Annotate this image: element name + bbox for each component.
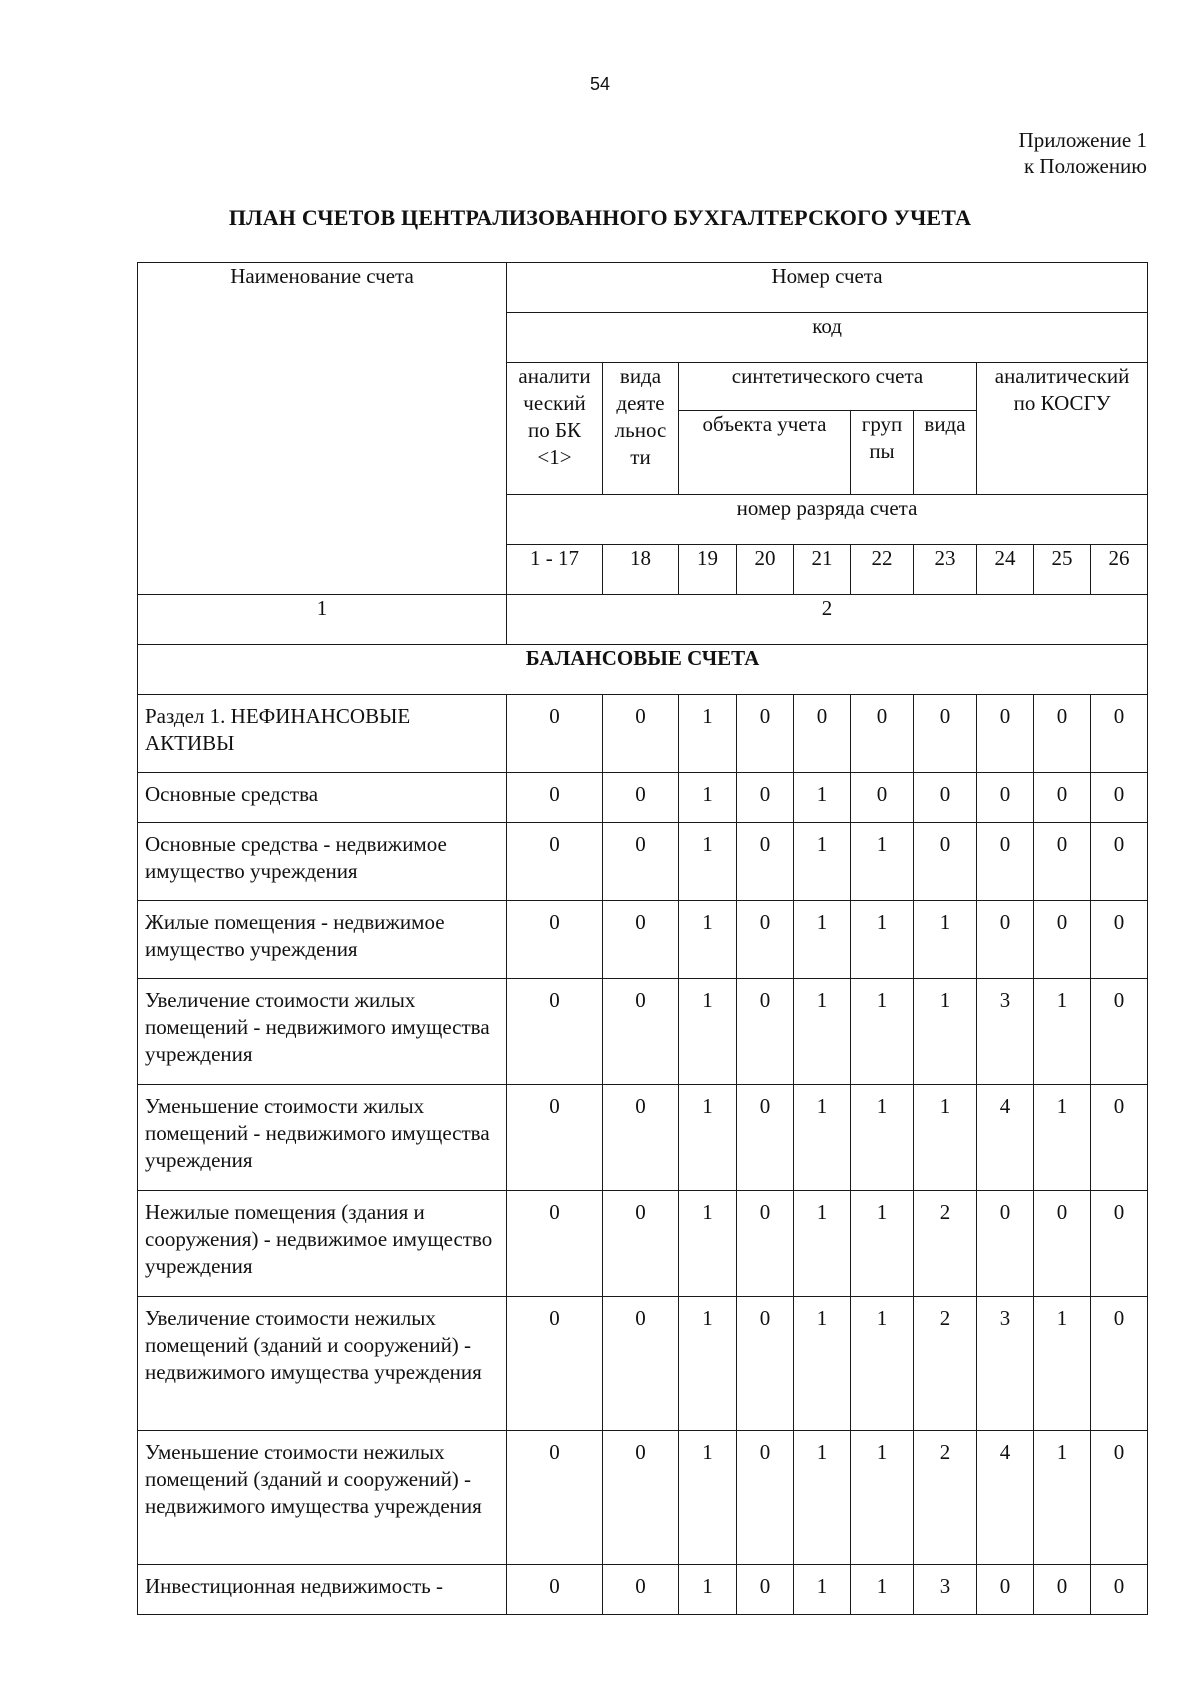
account-name-cell: Инвестиционная недвижимость - xyxy=(138,1565,507,1615)
digit-cell: 0 xyxy=(1034,1191,1091,1297)
digit-cell: 0 xyxy=(977,823,1034,901)
digit-header: 18 xyxy=(603,545,679,595)
digit-cell: 0 xyxy=(914,773,977,823)
digit-cell: 0 xyxy=(507,1297,603,1431)
appendix-line-2: к Положению xyxy=(1023,154,1147,178)
digit-cell: 1 xyxy=(1034,979,1091,1085)
digit-header: 19 xyxy=(679,545,737,595)
digit-cell: 0 xyxy=(737,773,794,823)
account-rows xyxy=(138,695,1148,1615)
digit-cell: 2 xyxy=(914,1297,977,1431)
digit-cell: 0 xyxy=(737,979,794,1085)
digit-cell: 1 xyxy=(679,901,737,979)
account-name-cell: Нежилые помещения (здания и сооружения) - недвижимое имущество учреждения xyxy=(138,1191,507,1297)
digit-cell: 1 xyxy=(1034,1085,1091,1191)
digit-cell: 4 xyxy=(977,1431,1034,1565)
digit-cell: 0 xyxy=(851,773,914,823)
digit-cell: 1 xyxy=(794,773,851,823)
digit-cell: 0 xyxy=(977,695,1034,773)
digit-cell: 0 xyxy=(603,1297,679,1431)
header-digit-number: номер разряда счета xyxy=(507,495,1148,545)
digit-cell: 0 xyxy=(603,823,679,901)
digit-cell: 0 xyxy=(1034,1565,1091,1615)
digit-cell: 0 xyxy=(507,1085,603,1191)
header-synthetic: синтетического счета xyxy=(679,363,977,411)
digit-cell: 0 xyxy=(737,1431,794,1565)
digit-cell: 1 xyxy=(794,901,851,979)
table-row xyxy=(138,773,1148,823)
account-name-cell: Уменьшение стоимости нежилых помещений (зданий и сооружений) - недвижимого имущества учреждения xyxy=(138,1431,507,1565)
digit-cell: 1 xyxy=(794,1565,851,1615)
account-name-cell: Жилые помещения - недвижимое имущество учреждения xyxy=(138,901,507,979)
digit-cell: 1 xyxy=(794,1297,851,1431)
account-name-cell: Уменьшение стоимости жилых помещений - недвижимого имущества учреждения xyxy=(138,1085,507,1191)
digit-cell: 0 xyxy=(977,773,1034,823)
digit-cell: 1 xyxy=(914,901,977,979)
digit-cell: 1 xyxy=(679,1191,737,1297)
digit-cell: 1 xyxy=(851,1431,914,1565)
table-row xyxy=(138,1565,1148,1615)
digit-cell: 0 xyxy=(1091,901,1148,979)
table-row xyxy=(138,901,1148,979)
digit-cell: 1 xyxy=(794,979,851,1085)
digit-cell: 0 xyxy=(1091,695,1148,773)
digit-cell: 0 xyxy=(1034,695,1091,773)
table-row xyxy=(138,1431,1148,1565)
digit-cell: 0 xyxy=(603,1191,679,1297)
digit-cell: 0 xyxy=(914,695,977,773)
digit-cell: 2 xyxy=(914,1431,977,1565)
account-name-cell: Основные средства xyxy=(138,773,507,823)
column-number-1: 1 xyxy=(138,595,507,645)
account-name-cell: Увеличение стоимости нежилых помещений (зданий и сооружений) - недвижимого имущества учреждения xyxy=(138,1297,507,1431)
digit-cell: 1 xyxy=(679,1085,737,1191)
digit-cell: 0 xyxy=(1034,773,1091,823)
account-name-cell: Основные средства - недвижимое имущество учреждения xyxy=(138,823,507,901)
header-kind: вида xyxy=(914,411,977,495)
digit-cell: 1 xyxy=(1034,1431,1091,1565)
digit-cell: 2 xyxy=(914,1191,977,1297)
header-analytic-bk: аналити ческий по БК <1> xyxy=(507,363,603,495)
digit-cell: 1 xyxy=(679,1297,737,1431)
digit-cell: 0 xyxy=(1091,1297,1148,1431)
digit-cell: 1 xyxy=(851,1191,914,1297)
digit-cell: 0 xyxy=(507,695,603,773)
page-number: 54 xyxy=(589,74,611,94)
header-account-name: Наименование счета xyxy=(138,263,507,595)
digit-header: 21 xyxy=(794,545,851,595)
digit-cell: 1 xyxy=(1034,1297,1091,1431)
digit-cell: 0 xyxy=(977,1565,1034,1615)
digit-cell: 0 xyxy=(1091,823,1148,901)
header-group: груп пы xyxy=(851,411,914,495)
digit-cell: 0 xyxy=(737,1191,794,1297)
digit-header: 1 - 17 xyxy=(507,545,603,595)
digit-header: 20 xyxy=(737,545,794,595)
digit-cell: 3 xyxy=(977,979,1034,1085)
digit-cell: 0 xyxy=(1034,823,1091,901)
table-row xyxy=(138,1191,1148,1297)
digit-cell: 0 xyxy=(1091,1191,1148,1297)
digit-cell: 0 xyxy=(507,1565,603,1615)
digit-cell: 1 xyxy=(794,823,851,901)
digit-cell: 0 xyxy=(1034,901,1091,979)
digit-cell: 1 xyxy=(794,1191,851,1297)
digit-cell: 1 xyxy=(851,823,914,901)
digit-cell: 0 xyxy=(507,823,603,901)
digit-cell: 0 xyxy=(1091,979,1148,1085)
digit-cell: 1 xyxy=(794,1085,851,1191)
column-number-2: 2 xyxy=(507,595,1148,645)
header-account-number: Номер счета xyxy=(507,263,1148,313)
digit-cell: 0 xyxy=(603,1431,679,1565)
account-name-cell: Увеличение стоимости жилых помещений - недвижимого имущества учреждения xyxy=(138,979,507,1085)
digit-cell: 1 xyxy=(679,773,737,823)
digit-cell: 1 xyxy=(914,1085,977,1191)
digit-header: 25 xyxy=(1034,545,1091,595)
appendix-note xyxy=(1019,127,1147,179)
digit-cell: 1 xyxy=(679,823,737,901)
digit-header: 24 xyxy=(977,545,1034,595)
digit-cell: 0 xyxy=(603,1085,679,1191)
digit-cell: 0 xyxy=(1091,1431,1148,1565)
digit-cell: 1 xyxy=(851,901,914,979)
digit-cell: 0 xyxy=(507,979,603,1085)
digit-header: 22 xyxy=(851,545,914,595)
table-row xyxy=(138,1297,1148,1431)
digit-cell: 1 xyxy=(679,979,737,1085)
digit-cell: 0 xyxy=(851,695,914,773)
account-name-cell: Раздел 1. НЕФИНАНСОВЫЕ АКТИВЫ xyxy=(138,695,507,773)
digit-cell: 0 xyxy=(914,823,977,901)
digit-header: 26 xyxy=(1091,545,1148,595)
header-activity-type: вида деяте льнос ти xyxy=(603,363,679,495)
digit-cell: 0 xyxy=(507,773,603,823)
digit-cell: 0 xyxy=(737,901,794,979)
digit-cell: 1 xyxy=(914,979,977,1085)
table-row xyxy=(138,979,1148,1085)
digit-cell: 0 xyxy=(507,901,603,979)
appendix-line-1: Приложение 1 xyxy=(1018,128,1147,152)
table-row xyxy=(138,1085,1148,1191)
digit-cell: 0 xyxy=(977,901,1034,979)
digit-cell: 1 xyxy=(679,1565,737,1615)
digit-cell: 1 xyxy=(679,1431,737,1565)
accounts-plan-table xyxy=(137,262,1148,1615)
table-row xyxy=(138,695,1148,773)
digit-cell: 1 xyxy=(851,979,914,1085)
digit-cell: 0 xyxy=(1091,1565,1148,1615)
digit-cell: 0 xyxy=(1091,773,1148,823)
digit-cell: 3 xyxy=(914,1565,977,1615)
digit-cell: 0 xyxy=(603,1565,679,1615)
header-code: код xyxy=(507,313,1148,363)
header-analytic-kosgu: аналитический по КОСГУ xyxy=(977,363,1148,495)
digit-cell: 0 xyxy=(737,695,794,773)
digit-cell: 0 xyxy=(603,695,679,773)
digit-cell: 3 xyxy=(977,1297,1034,1431)
digit-cell: 0 xyxy=(603,773,679,823)
digit-cell: 1 xyxy=(851,1297,914,1431)
digit-cell: 0 xyxy=(737,1297,794,1431)
digit-cell: 0 xyxy=(737,1565,794,1615)
digit-cell: 4 xyxy=(977,1085,1034,1191)
digit-cell: 0 xyxy=(977,1191,1034,1297)
digit-cell: 1 xyxy=(851,1085,914,1191)
digit-cell: 0 xyxy=(1091,1085,1148,1191)
digit-cell: 0 xyxy=(737,823,794,901)
table-row xyxy=(138,823,1148,901)
digit-cell: 0 xyxy=(507,1191,603,1297)
digit-cell: 1 xyxy=(679,695,737,773)
document-title: ПЛАН СЧЕТОВ ЦЕНТРАЛИЗОВАННОГО БУХГАЛТЕРСКОГО УЧЕТА xyxy=(228,205,972,230)
digit-cell: 0 xyxy=(737,1085,794,1191)
digit-cell: 0 xyxy=(603,979,679,1085)
digit-cell: 0 xyxy=(794,695,851,773)
digit-cell: 1 xyxy=(794,1431,851,1565)
digit-header: 23 xyxy=(914,545,977,595)
digit-cell: 1 xyxy=(851,1565,914,1615)
digit-cell: 0 xyxy=(603,901,679,979)
digit-cell: 0 xyxy=(507,1431,603,1565)
header-object: объекта учета xyxy=(679,411,851,495)
section-title: БАЛАНСОВЫЕ СЧЕТА xyxy=(138,645,1148,695)
